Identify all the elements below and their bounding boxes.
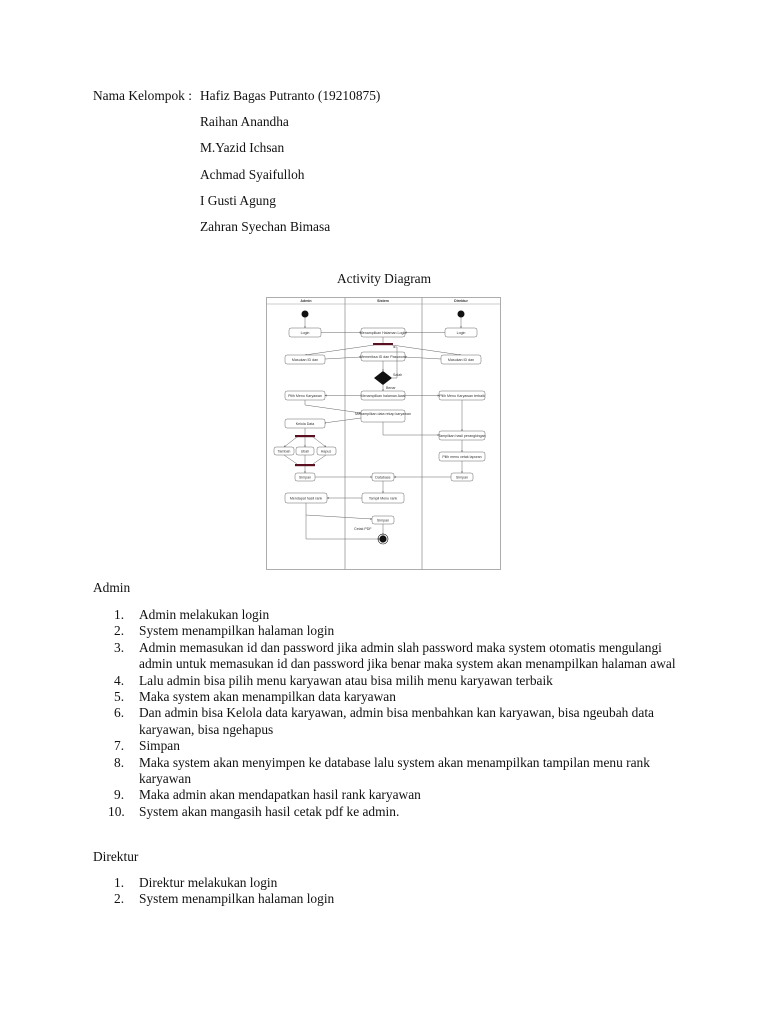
list-item	[93, 804, 689, 820]
node-login-admin-label: Login	[300, 331, 310, 335]
activity-diagram	[266, 297, 501, 570]
node-tambah-label: Tambah	[277, 449, 291, 454]
node-pilih-cetak-label: Pilih menu cetak laporan	[442, 455, 482, 459]
list-item-text: Maka system akan menampilkan data karyawan	[139, 689, 396, 705]
list-item	[93, 738, 689, 754]
section-heading-direktur: Direktur	[93, 849, 139, 864]
list-item	[93, 755, 689, 788]
list-item-number: 10.	[108, 803, 125, 819]
node-pilih-terbaik-label: Pilih Menu Karyawan terbaik	[439, 394, 485, 398]
list-item-text: Direktur melakukan login	[139, 875, 278, 890]
list-item	[93, 607, 689, 623]
list-item	[93, 640, 689, 673]
team-member: Achmad Syaifulloh	[200, 167, 305, 182]
list-item	[93, 623, 689, 639]
list-item	[93, 787, 689, 803]
list-item-text: Maka admin akan mendapatkan hasil rank karyawan	[139, 787, 421, 803]
fork-bar	[373, 343, 393, 345]
lane-sistem-label: Sistem	[377, 299, 389, 303]
list-item-text: Simpan	[139, 738, 180, 754]
start-node-admin	[302, 311, 309, 318]
node-show-data-label: Menampilkan data rekap karyawan	[355, 412, 411, 416]
node-input-direktur-label: Masukan ID dan	[447, 358, 475, 362]
team-member: Hafiz Bagas Putranto (19210875)	[200, 88, 381, 103]
node-tampil-menu-rank-label: Tampil Menu rank	[368, 496, 398, 501]
list-item-text: Lalu admin bisa pilih menu karyawan atau bisa milih menu karyawan terbaik	[139, 672, 553, 688]
node-kelola-label: Kelola Data	[295, 422, 315, 426]
admin-steps-list	[93, 607, 689, 820]
fork-bar	[295, 435, 315, 437]
section-heading-admin: Admin	[93, 580, 131, 595]
end-node	[379, 535, 386, 542]
node-database-label: Database	[375, 475, 391, 480]
team-member: Raihan Anandha	[200, 114, 289, 129]
list-item-text: Maka system akan menyimpen ke database lalu system akan menampilkan tampilan menu rank karyawan	[139, 754, 650, 787]
node-ubah-label: Ubah	[300, 449, 310, 454]
decision-salah-label: Salah	[393, 373, 403, 377]
diagram-title: Activity Diagram	[336, 271, 432, 286]
team-member: I Gusti Agung	[200, 193, 276, 208]
list-item-number: 1.	[114, 607, 125, 622]
list-item-text: System menampilkan halaman login	[139, 623, 335, 639]
list-item-number: 7.	[114, 738, 125, 754]
node-show-login-label: Menampilkan Halaman Login	[359, 331, 407, 335]
decision-benar-label: Benar	[386, 386, 396, 390]
node-simpan-admin-label: Simpan	[298, 475, 312, 480]
node-tampil-perangkingan-label: Tampilkan hasil perangkingan	[438, 434, 486, 438]
list-item-number: 2.	[114, 891, 125, 907]
list-item	[93, 673, 689, 689]
list-item	[93, 705, 689, 738]
node-check-id-label: Memeriksa ID dan Password	[360, 355, 406, 359]
team-label: Nama Kelompok :	[93, 88, 192, 103]
direktur-steps-list	[93, 875, 689, 908]
cetak-pdf-label: Cetak PDF	[354, 527, 372, 531]
list-item-text: Admin melakukan login	[139, 607, 270, 622]
node-hapus-label: Hapus	[320, 449, 332, 454]
list-item-text: System akan mangasih hasil cetak pdf ke admin.	[139, 803, 400, 819]
node-login-direktur-label: Login	[456, 331, 466, 335]
list-item-text: Admin memasukan id dan password jika admin slah password maka system otomatis mengulangi admin untuk memasukan id dan password jika benar maka system akan menampilkan halaman awal	[139, 639, 676, 672]
lane-direktur-label: Direktur	[454, 299, 468, 303]
node-dapat-hasil-label: Mendapat hasil rank	[289, 496, 323, 501]
list-item-number: 2.	[114, 623, 125, 639]
list-item	[93, 891, 689, 907]
lane-admin-label: Admin	[300, 299, 312, 303]
activity-diagram-svg	[266, 297, 501, 570]
node-pilih-menu-admin-label: Pilih Menu Karyawan	[288, 394, 322, 398]
join-bar	[295, 464, 315, 466]
team-member: Zahran Syechan Bimasa	[200, 219, 331, 234]
node-show-menu-label: Menampilkan halaman Awal	[360, 394, 406, 398]
node-input-admin-label: Masukan ID dan	[291, 358, 319, 362]
list-item-number: 1.	[114, 875, 125, 890]
list-item-number: 3.	[114, 639, 125, 655]
list-item	[93, 875, 689, 891]
list-item-number: 5.	[114, 689, 125, 705]
list-item-text: System menampilkan halaman login	[139, 891, 335, 907]
list-item-number: 4.	[114, 672, 125, 688]
team-member: M.Yazid Ichsan	[200, 140, 285, 155]
node-simpan-direktur-label: Simpan	[455, 475, 469, 480]
start-node-direktur	[458, 311, 465, 318]
list-item-number: 6.	[114, 705, 125, 721]
node-simpan-sistem-label: Simpan	[376, 518, 390, 523]
list-item-number: 8.	[114, 754, 125, 770]
list-item-number: 9.	[114, 787, 125, 803]
list-item	[93, 689, 689, 705]
list-item-text: Dan admin bisa Kelola data karyawan, admin bisa menbahkan kan karyawan, bisa ngeubah data karyawan, bisa ngehapus	[139, 705, 654, 737]
